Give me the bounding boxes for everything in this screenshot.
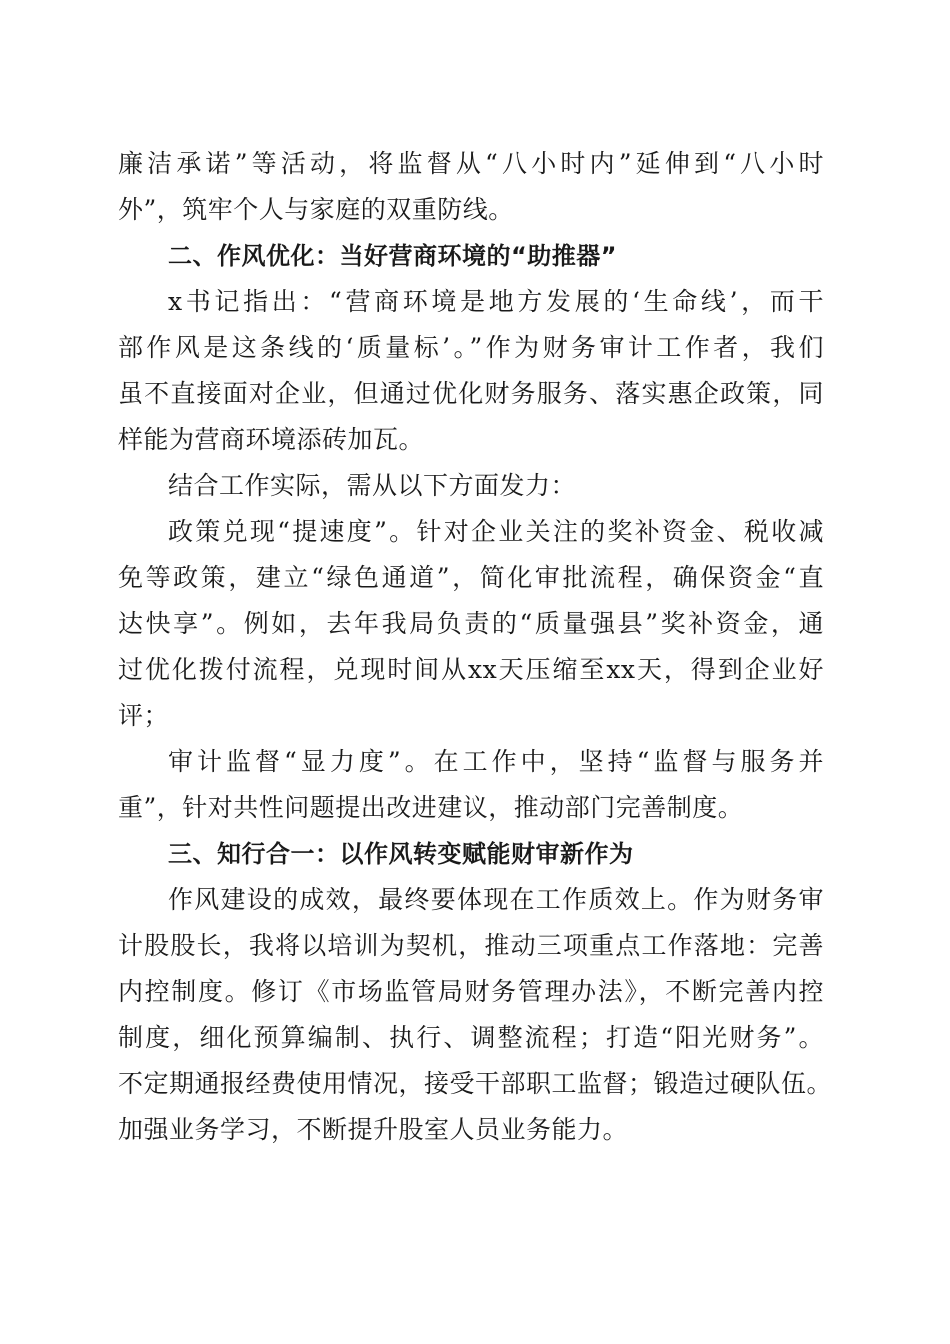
text-line: 廉洁承诺”等活动，将监督从“八小时内”延伸到“八小时 [118,149,824,178]
text-line: 重”，针对共性问题提出改进建议，推动部门完善制度。 [118,793,744,822]
text-line: 不定期通报经费使用情况，接受干部职工监督；锻造过硬队伍。 [118,1069,833,1098]
text-line: 内控制度。修订《市场监管局财务管理办法》，不断完善内控 [118,977,824,1006]
text-line: 达快享”。例如，去年我局负责的“质量强县”奖补资金，通 [118,609,824,638]
text-line: 部作风是这条线的‘质量标’。”作为财务审计工作者，我们 [118,333,824,362]
text-line: 免等政策，建立“绿色通道”，简化审批流程，确保资金“直 [118,563,824,592]
text-line: 审计监督“显力度”。在工作中，坚持“监督与服务并 [168,747,824,776]
text-line: 过优化拨付流程，兑现时间从xx天压缩至xx天，得到企业好 [118,655,824,684]
text-line: 计股股长，我将以培训为契机，推动三项重点工作落地：完善 [118,931,824,960]
section-heading: 二、作风优化：当好营商环境的“助推器” [168,242,618,270]
text-line: 政策兑现“提速度”。针对企业关注的奖补资金、税收减 [168,517,824,546]
text-line: 外”，筑牢个人与家庭的双重防线。 [118,195,514,224]
text-line: x书记指出：“营商环境是地方发展的‘生命线’，而干 [168,287,824,316]
text-line: 制度，细化预算编制、执行、调整流程；打造“阳光财务”。 [118,1023,824,1052]
text-line: 虽不直接面对企业，但通过优化财务服务、落实惠企政策，同 [118,379,824,408]
text-line: 评； [118,701,170,730]
text-line: 作风建设的成效，最终要体现在工作质效上。作为财务审 [168,885,824,914]
text-line: 样能为营商环境添砖加瓦。 [118,425,425,454]
section-heading: 三、知行合一：以作风转变赋能财审新作为 [168,840,634,868]
text-line: 结合工作实际，需从以下方面发力： [168,471,577,500]
text-line: 加强业务学习，不断提升股室人员业务能力。 [118,1115,629,1144]
